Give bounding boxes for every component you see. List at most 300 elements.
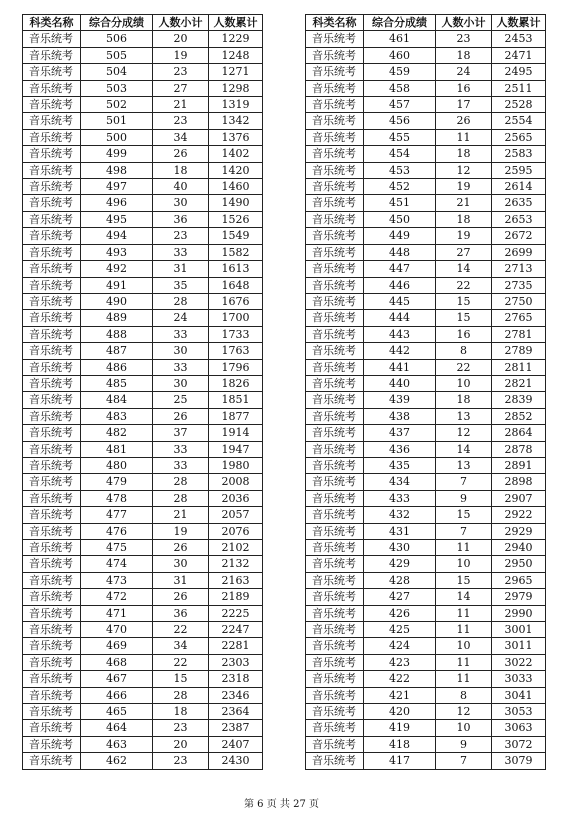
cell-cumulative: 2713 — [492, 261, 546, 277]
cell-count: 9 — [436, 736, 492, 752]
cell-count: 8 — [436, 687, 492, 703]
cell-count: 20 — [153, 31, 209, 47]
table-row — [23, 97, 263, 113]
cell-cumulative: 2614 — [492, 179, 546, 195]
table-row — [306, 375, 546, 391]
cell-score: 474 — [81, 556, 153, 572]
cell-score: 430 — [364, 540, 436, 556]
cell-count: 28 — [153, 474, 209, 490]
cell-count: 11 — [436, 540, 492, 556]
table-row — [23, 687, 263, 703]
header-cumulative: 人数累计 — [492, 15, 546, 31]
cell-count: 40 — [153, 179, 209, 195]
table-row — [23, 293, 263, 309]
cell-score: 471 — [81, 605, 153, 621]
cell-count: 24 — [436, 64, 492, 80]
cell-category: 音乐统考 — [306, 392, 364, 408]
table-row — [23, 654, 263, 670]
cell-cumulative: 2132 — [209, 556, 263, 572]
cell-score: 426 — [364, 605, 436, 621]
cell-category: 音乐统考 — [306, 326, 364, 342]
cell-count: 11 — [436, 605, 492, 621]
cell-cumulative: 1490 — [209, 195, 263, 211]
cell-count: 26 — [153, 146, 209, 162]
cell-score: 453 — [364, 162, 436, 178]
cell-cumulative: 2672 — [492, 228, 546, 244]
cell-category: 音乐统考 — [23, 97, 81, 113]
cell-score: 490 — [81, 293, 153, 309]
cell-cumulative: 3079 — [492, 753, 546, 769]
cell-count: 31 — [153, 572, 209, 588]
cell-count: 22 — [436, 277, 492, 293]
table-row — [306, 179, 546, 195]
cell-score: 440 — [364, 375, 436, 391]
cell-cumulative: 2735 — [492, 277, 546, 293]
cell-cumulative: 2789 — [492, 343, 546, 359]
cell-category: 音乐统考 — [23, 687, 81, 703]
cell-category: 音乐统考 — [306, 277, 364, 293]
cell-count: 23 — [153, 113, 209, 129]
table-row — [23, 671, 263, 687]
cell-score: 495 — [81, 211, 153, 227]
cell-count: 23 — [153, 720, 209, 736]
table-row — [23, 64, 263, 80]
cell-score: 476 — [81, 523, 153, 539]
table-row — [306, 244, 546, 260]
cell-category: 音乐统考 — [23, 277, 81, 293]
header-category: 科类名称 — [306, 15, 364, 31]
cell-cumulative: 2821 — [492, 375, 546, 391]
table-row — [23, 457, 263, 473]
cell-score: 480 — [81, 457, 153, 473]
cell-score: 465 — [81, 704, 153, 720]
cell-count: 33 — [153, 244, 209, 260]
cell-count: 19 — [153, 47, 209, 63]
table-row — [306, 326, 546, 342]
table-row — [23, 507, 263, 523]
table-row — [23, 129, 263, 145]
cell-count: 18 — [153, 704, 209, 720]
cell-cumulative: 1229 — [209, 31, 263, 47]
cell-cumulative: 2407 — [209, 736, 263, 752]
cell-count: 25 — [153, 392, 209, 408]
cell-count: 34 — [153, 638, 209, 654]
cell-cumulative: 2990 — [492, 605, 546, 621]
cell-category: 音乐统考 — [23, 129, 81, 145]
cell-cumulative: 1402 — [209, 146, 263, 162]
cell-count: 19 — [153, 523, 209, 539]
cell-count: 33 — [153, 441, 209, 457]
table-row — [306, 490, 546, 506]
cell-count: 24 — [153, 310, 209, 326]
cell-score: 439 — [364, 392, 436, 408]
cell-count: 11 — [436, 671, 492, 687]
cell-score: 466 — [81, 687, 153, 703]
cell-category: 音乐统考 — [306, 753, 364, 769]
cell-cumulative: 1248 — [209, 47, 263, 63]
cell-category: 音乐统考 — [23, 457, 81, 473]
cell-count: 33 — [153, 326, 209, 342]
cell-category: 音乐统考 — [306, 736, 364, 752]
cell-score: 481 — [81, 441, 153, 457]
table-row — [23, 720, 263, 736]
cell-count: 10 — [436, 638, 492, 654]
cell-category: 音乐统考 — [23, 638, 81, 654]
table-row — [306, 195, 546, 211]
cell-count: 23 — [153, 64, 209, 80]
cell-score: 435 — [364, 457, 436, 473]
cell-category: 音乐统考 — [306, 687, 364, 703]
cell-category: 音乐统考 — [23, 310, 81, 326]
cell-score: 486 — [81, 359, 153, 375]
cell-count: 22 — [153, 622, 209, 638]
table-row — [306, 47, 546, 63]
table-row — [306, 523, 546, 539]
cell-count: 15 — [436, 507, 492, 523]
cell-category: 音乐统考 — [23, 228, 81, 244]
cell-cumulative: 1342 — [209, 113, 263, 129]
cell-cumulative: 2878 — [492, 441, 546, 457]
cell-category: 音乐统考 — [23, 31, 81, 47]
cell-count: 16 — [436, 80, 492, 96]
cell-score: 460 — [364, 47, 436, 63]
table-row — [306, 507, 546, 523]
table-row — [23, 736, 263, 752]
cell-score: 419 — [364, 720, 436, 736]
cell-category: 音乐统考 — [306, 195, 364, 211]
cell-count: 8 — [436, 343, 492, 359]
cell-count: 14 — [436, 589, 492, 605]
table-row — [306, 589, 546, 605]
cell-score: 504 — [81, 64, 153, 80]
cell-cumulative: 1376 — [209, 129, 263, 145]
score-table-right — [305, 14, 546, 770]
cell-cumulative: 2387 — [209, 720, 263, 736]
table-row — [23, 572, 263, 588]
cell-score: 433 — [364, 490, 436, 506]
header-category: 科类名称 — [23, 15, 81, 31]
cell-category: 音乐统考 — [306, 622, 364, 638]
cell-cumulative: 1648 — [209, 277, 263, 293]
cell-category: 音乐统考 — [23, 720, 81, 736]
cell-count: 19 — [436, 179, 492, 195]
cell-count: 26 — [436, 113, 492, 129]
cell-score: 450 — [364, 211, 436, 227]
cell-score: 436 — [364, 441, 436, 457]
cell-cumulative: 2225 — [209, 605, 263, 621]
cell-count: 30 — [153, 375, 209, 391]
table-header-row — [23, 15, 263, 31]
cell-category: 音乐统考 — [306, 474, 364, 490]
cell-score: 425 — [364, 622, 436, 638]
cell-score: 445 — [364, 293, 436, 309]
cell-score: 417 — [364, 753, 436, 769]
cell-count: 15 — [153, 671, 209, 687]
cell-count: 12 — [436, 704, 492, 720]
cell-count: 18 — [436, 211, 492, 227]
cell-category: 音乐统考 — [306, 162, 364, 178]
cell-count: 27 — [153, 80, 209, 96]
cell-score: 475 — [81, 540, 153, 556]
cell-score: 461 — [364, 31, 436, 47]
table-row — [23, 228, 263, 244]
table-row — [23, 474, 263, 490]
cell-count: 28 — [153, 687, 209, 703]
cell-category: 音乐统考 — [23, 244, 81, 260]
score-table-left — [22, 14, 263, 770]
table-row — [306, 605, 546, 621]
table-row — [306, 474, 546, 490]
cell-cumulative: 2979 — [492, 589, 546, 605]
table-row — [306, 704, 546, 720]
table-row — [23, 195, 263, 211]
cell-cumulative: 1700 — [209, 310, 263, 326]
cell-score: 443 — [364, 326, 436, 342]
cell-count: 15 — [436, 293, 492, 309]
cell-category: 音乐统考 — [23, 375, 81, 391]
cell-score: 441 — [364, 359, 436, 375]
cell-cumulative: 2057 — [209, 507, 263, 523]
cell-score: 432 — [364, 507, 436, 523]
cell-score: 498 — [81, 162, 153, 178]
cell-category: 音乐统考 — [23, 261, 81, 277]
cell-category: 音乐统考 — [306, 343, 364, 359]
cell-category: 音乐统考 — [306, 261, 364, 277]
cell-count: 36 — [153, 605, 209, 621]
cell-count: 10 — [436, 556, 492, 572]
cell-category: 音乐统考 — [23, 113, 81, 129]
cell-cumulative: 2471 — [492, 47, 546, 63]
cell-cumulative: 2699 — [492, 244, 546, 260]
cell-category: 音乐统考 — [306, 64, 364, 80]
table-row — [306, 310, 546, 326]
cell-category: 音乐统考 — [306, 31, 364, 47]
cell-cumulative: 1676 — [209, 293, 263, 309]
cell-cumulative: 1526 — [209, 211, 263, 227]
cell-cumulative: 2907 — [492, 490, 546, 506]
cell-cumulative: 2554 — [492, 113, 546, 129]
cell-count: 37 — [153, 425, 209, 441]
cell-score: 421 — [364, 687, 436, 703]
cell-category: 音乐统考 — [23, 146, 81, 162]
cell-category: 音乐统考 — [306, 425, 364, 441]
cell-cumulative: 2163 — [209, 572, 263, 588]
cell-count: 28 — [153, 293, 209, 309]
cell-category: 音乐统考 — [306, 589, 364, 605]
cell-cumulative: 1420 — [209, 162, 263, 178]
header-count: 人数小计 — [436, 15, 492, 31]
cell-category: 音乐统考 — [306, 211, 364, 227]
table-row — [306, 654, 546, 670]
cell-score: 506 — [81, 31, 153, 47]
cell-count: 11 — [436, 622, 492, 638]
table-row — [23, 441, 263, 457]
cell-score: 427 — [364, 589, 436, 605]
table-row — [306, 753, 546, 769]
cell-score: 456 — [364, 113, 436, 129]
cell-count: 10 — [436, 375, 492, 391]
cell-cumulative: 2511 — [492, 80, 546, 96]
cell-category: 音乐统考 — [306, 113, 364, 129]
cell-category: 音乐统考 — [306, 408, 364, 424]
table-row — [23, 261, 263, 277]
cell-cumulative: 2495 — [492, 64, 546, 80]
cell-cumulative: 1549 — [209, 228, 263, 244]
cell-count: 17 — [436, 97, 492, 113]
cell-category: 音乐统考 — [306, 80, 364, 96]
cell-category: 音乐统考 — [23, 474, 81, 490]
cell-category: 音乐统考 — [306, 146, 364, 162]
table-row — [306, 638, 546, 654]
cell-score: 448 — [364, 244, 436, 260]
cell-cumulative: 1851 — [209, 392, 263, 408]
cell-cumulative: 2864 — [492, 425, 546, 441]
table-row — [306, 457, 546, 473]
cell-score: 493 — [81, 244, 153, 260]
cell-category: 音乐统考 — [306, 704, 364, 720]
cell-score: 420 — [364, 704, 436, 720]
cell-count: 14 — [436, 441, 492, 457]
cell-score: 418 — [364, 736, 436, 752]
cell-score: 449 — [364, 228, 436, 244]
cell-cumulative: 3041 — [492, 687, 546, 703]
cell-score: 447 — [364, 261, 436, 277]
cell-count: 16 — [436, 326, 492, 342]
cell-score: 500 — [81, 129, 153, 145]
cell-cumulative: 1460 — [209, 179, 263, 195]
table-row — [306, 211, 546, 227]
cell-score: 424 — [364, 638, 436, 654]
cell-score: 467 — [81, 671, 153, 687]
cell-cumulative: 1319 — [209, 97, 263, 113]
cell-cumulative: 2008 — [209, 474, 263, 490]
cell-count: 13 — [436, 457, 492, 473]
cell-cumulative: 2922 — [492, 507, 546, 523]
cell-count: 11 — [436, 654, 492, 670]
table-row — [306, 687, 546, 703]
cell-count: 33 — [153, 457, 209, 473]
cell-count: 7 — [436, 753, 492, 769]
cell-score: 482 — [81, 425, 153, 441]
cell-score: 497 — [81, 179, 153, 195]
cell-cumulative: 2430 — [209, 753, 263, 769]
cell-score: 489 — [81, 310, 153, 326]
cell-cumulative: 2891 — [492, 457, 546, 473]
table-row — [23, 408, 263, 424]
cell-category: 音乐统考 — [23, 556, 81, 572]
table-row — [306, 425, 546, 441]
cell-count: 11 — [436, 129, 492, 145]
cell-score: 463 — [81, 736, 153, 752]
cell-count: 28 — [153, 490, 209, 506]
cell-score: 458 — [364, 80, 436, 96]
cell-category: 音乐统考 — [23, 654, 81, 670]
cell-cumulative: 1877 — [209, 408, 263, 424]
cell-score: 459 — [364, 64, 436, 80]
cell-category: 音乐统考 — [23, 490, 81, 506]
cell-cumulative: 2303 — [209, 654, 263, 670]
cell-score: 483 — [81, 408, 153, 424]
cell-category: 音乐统考 — [23, 753, 81, 769]
cell-category: 音乐统考 — [306, 457, 364, 473]
cell-count: 23 — [153, 753, 209, 769]
cell-category: 音乐统考 — [23, 622, 81, 638]
cell-count: 12 — [436, 162, 492, 178]
cell-score: 464 — [81, 720, 153, 736]
cell-score: 446 — [364, 277, 436, 293]
table-row — [23, 343, 263, 359]
cell-category: 音乐统考 — [306, 375, 364, 391]
cell-count: 22 — [153, 654, 209, 670]
table-row — [23, 622, 263, 638]
cell-score: 478 — [81, 490, 153, 506]
cell-cumulative: 2565 — [492, 129, 546, 145]
cell-score: 485 — [81, 375, 153, 391]
cell-category: 音乐统考 — [306, 654, 364, 670]
cell-score: 477 — [81, 507, 153, 523]
cell-count: 15 — [436, 572, 492, 588]
table-row — [23, 523, 263, 539]
cell-category: 音乐统考 — [23, 408, 81, 424]
cell-count: 30 — [153, 556, 209, 572]
cell-category: 音乐统考 — [23, 523, 81, 539]
cell-category: 音乐统考 — [306, 572, 364, 588]
cell-category: 音乐统考 — [306, 293, 364, 309]
cell-category: 音乐统考 — [23, 589, 81, 605]
cell-category: 音乐统考 — [23, 441, 81, 457]
cell-score: 451 — [364, 195, 436, 211]
cell-count: 33 — [153, 359, 209, 375]
cell-category: 音乐统考 — [306, 638, 364, 654]
cell-count: 22 — [436, 359, 492, 375]
cell-count: 19 — [436, 228, 492, 244]
cell-score: 423 — [364, 654, 436, 670]
cell-score: 444 — [364, 310, 436, 326]
cell-cumulative: 2247 — [209, 622, 263, 638]
cell-count: 10 — [436, 720, 492, 736]
cell-cumulative: 2811 — [492, 359, 546, 375]
cell-cumulative: 2036 — [209, 490, 263, 506]
cell-score: 470 — [81, 622, 153, 638]
cell-cumulative: 1796 — [209, 359, 263, 375]
table-header-row — [306, 15, 546, 31]
table-row — [23, 310, 263, 326]
table-row — [306, 556, 546, 572]
header-score: 综合分成绩 — [81, 15, 153, 31]
cell-count: 36 — [153, 211, 209, 227]
cell-category: 音乐统考 — [23, 507, 81, 523]
cell-count: 26 — [153, 408, 209, 424]
cell-cumulative: 2898 — [492, 474, 546, 490]
cell-cumulative: 2076 — [209, 523, 263, 539]
cell-category: 音乐统考 — [306, 359, 364, 375]
cell-category: 音乐统考 — [23, 540, 81, 556]
cell-score: 494 — [81, 228, 153, 244]
cell-category: 音乐统考 — [306, 605, 364, 621]
cell-category: 音乐统考 — [306, 540, 364, 556]
cell-score: 472 — [81, 589, 153, 605]
table-row — [306, 622, 546, 638]
cell-count: 7 — [436, 474, 492, 490]
cell-count: 20 — [153, 736, 209, 752]
table-row — [23, 753, 263, 769]
cell-score: 488 — [81, 326, 153, 342]
cell-score: 455 — [364, 129, 436, 145]
cell-cumulative: 1763 — [209, 343, 263, 359]
cell-cumulative: 1947 — [209, 441, 263, 457]
cell-cumulative: 2595 — [492, 162, 546, 178]
table-row — [306, 408, 546, 424]
